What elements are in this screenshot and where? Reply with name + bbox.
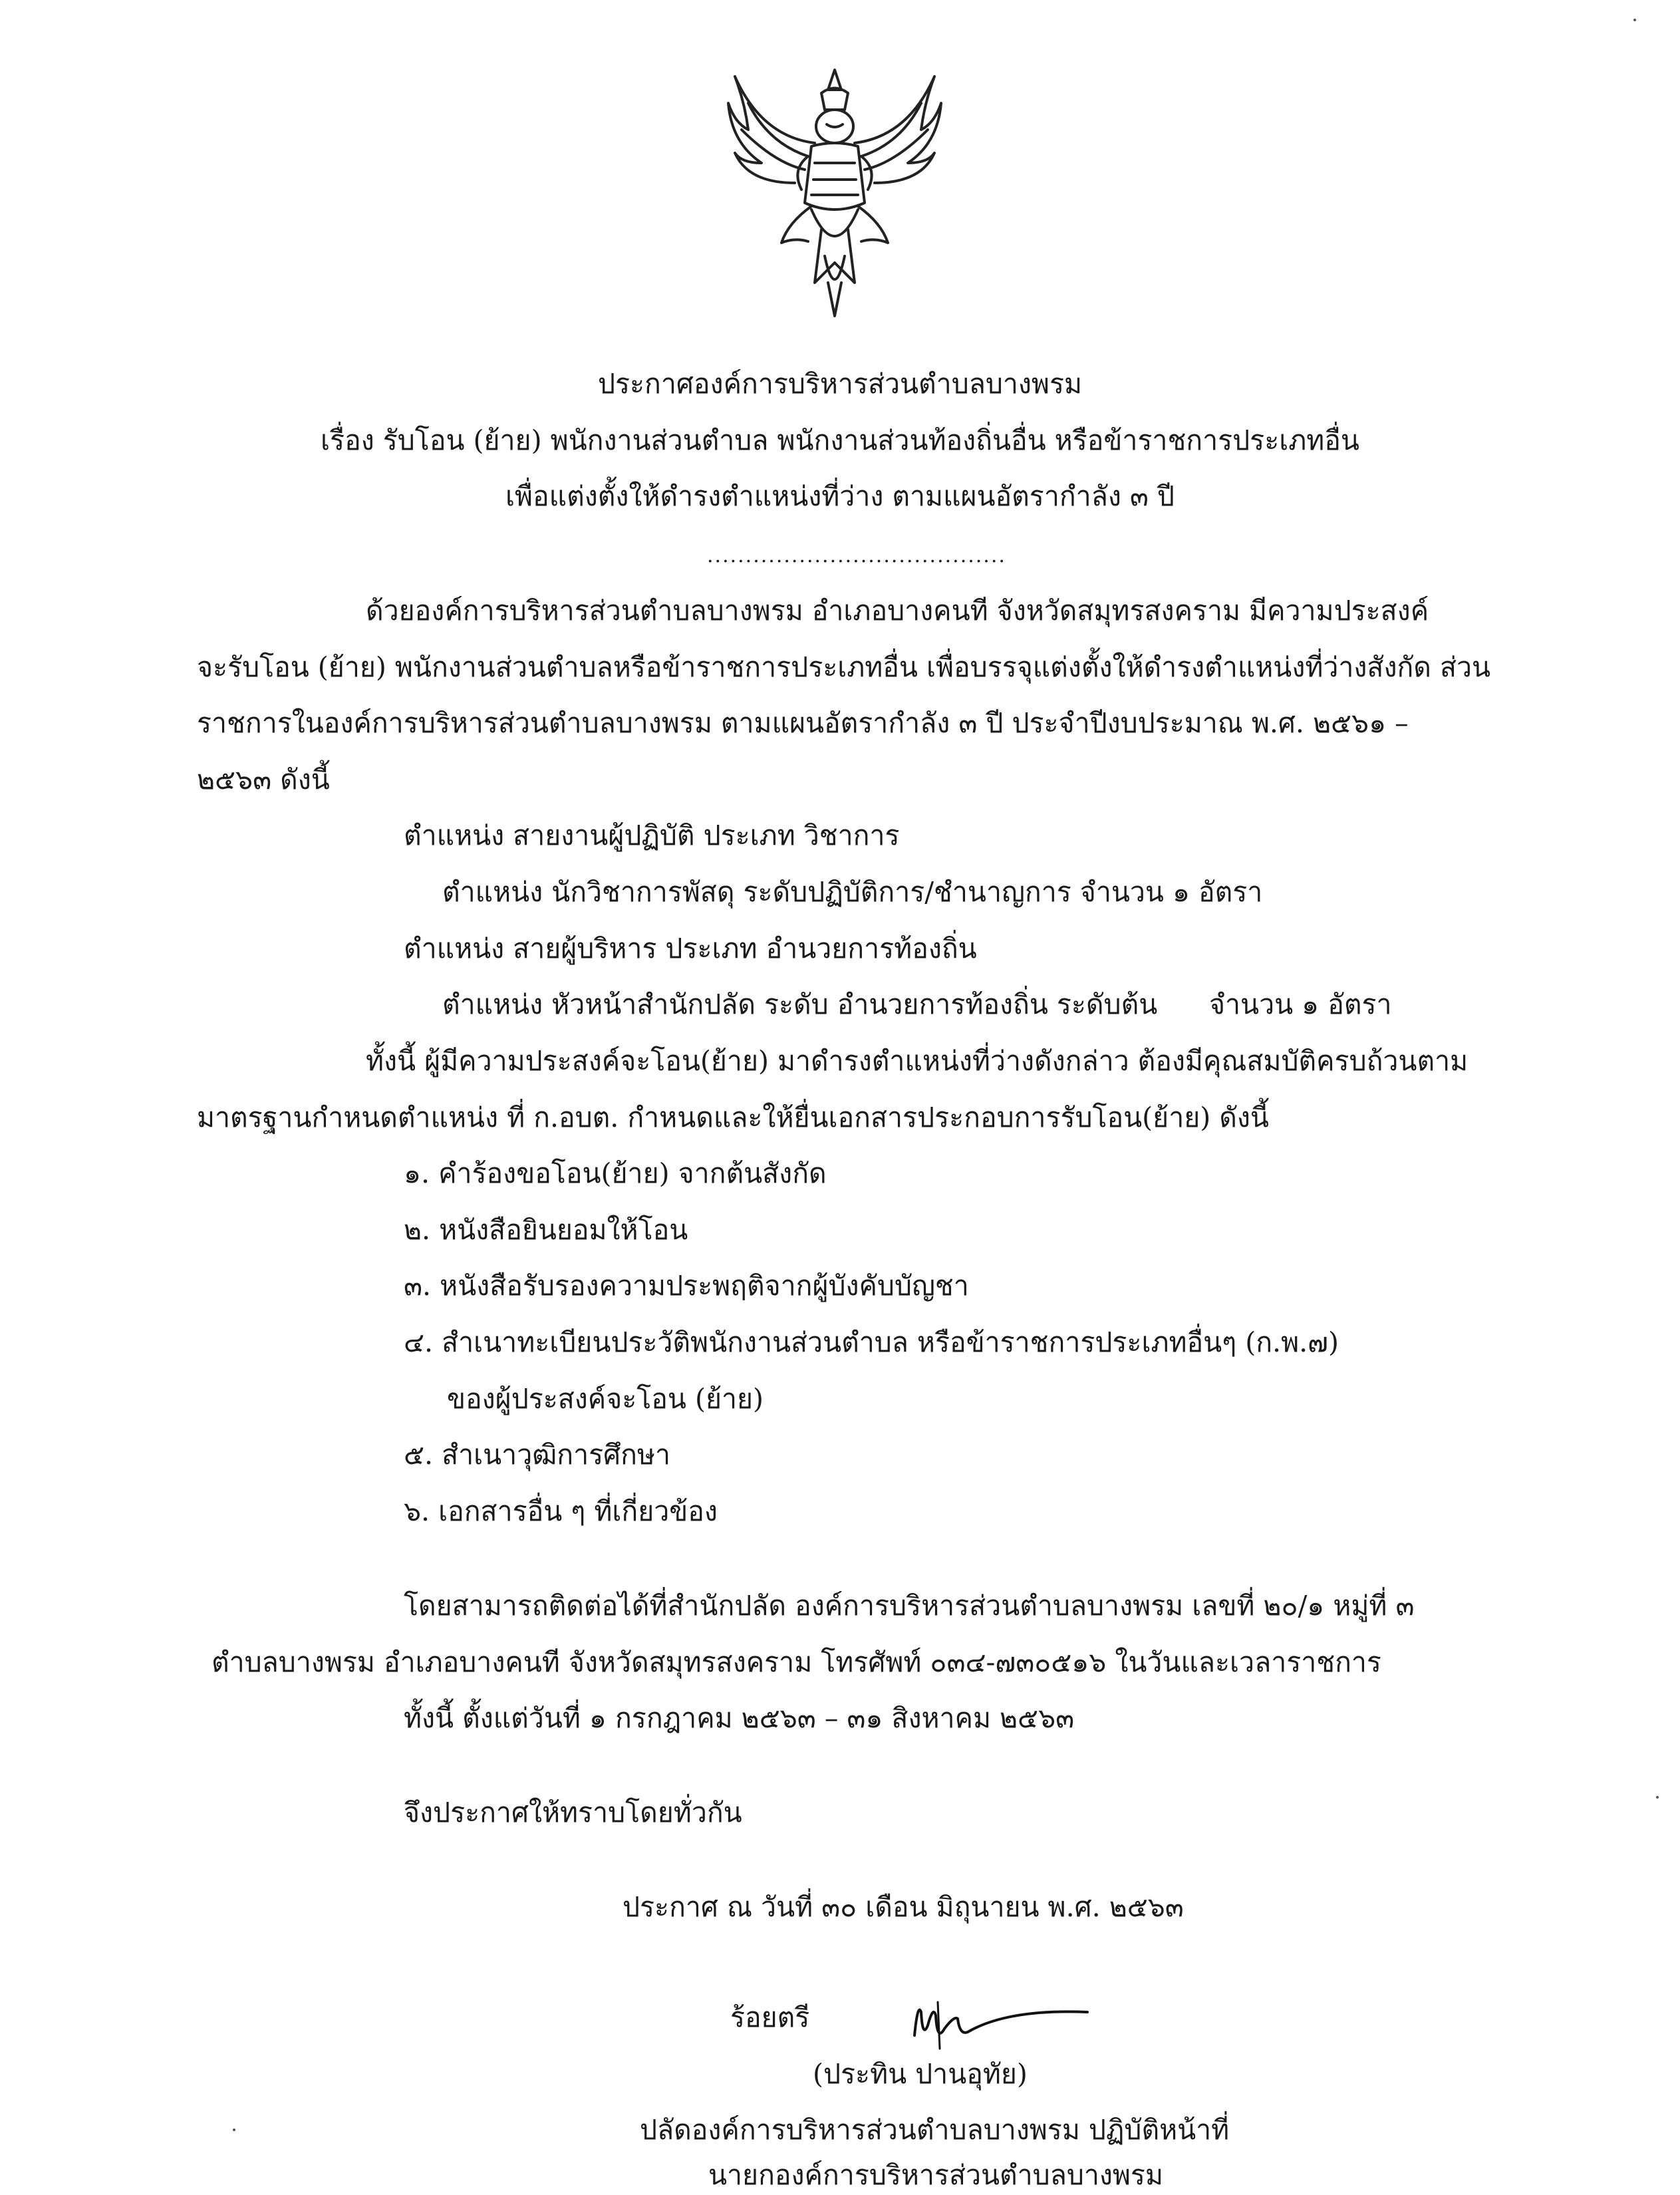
position-item-2-count: จำนวน ๑ อัตรา (1209, 988, 1392, 1020)
signer-name: (ประทิน ปานอุทัย) (813, 2058, 1028, 2090)
header-separator: ....................................... (707, 544, 1006, 567)
position-item-1: ตำแหน่ง นักวิชาการพัสดุ ระดับปฏิบัติการ/ชำนาญการ จำนวน ๑ อัตรา (442, 876, 1263, 908)
closing-statement: จึงประกาศให้ทราบโดยทั่วกัน (404, 1797, 742, 1829)
document-item-1: ๑. คำร้องขอโอน(ย้าย) จากต้นสังกัด (404, 1157, 827, 1189)
contact-line-3: ทั้งนี้ ตั้งแต่วันที่ ๑ กรกฎาคม ๒๕๖๓ – ๓๑ สิงหาคม ๒๕๖๓ (404, 1702, 1075, 1734)
subject-line-2: เพื่อแต่งตั้งให้ดำรงตำแหน่งที่ว่าง ตามแผนอัตรากำลัง ๓ ปี (505, 480, 1175, 512)
intro-line-2: จะรับโอน (ย้าย) พนักงานส่วนตำบลหรือข้าราชการประเภทอื่น เพื่อบรรจุแต่งตั้งให้ดำรงตำแหน่งที่ว่างสังกัด ส่วน (197, 651, 1491, 683)
position-group-2: ตำแหน่ง สายผู้บริหาร ประเภท อำนวยการท้องถิ่น (404, 933, 977, 964)
signer-title-1: ปลัดองค์การบริหารส่วนตำบลบางพรม ปฏิบัติหน้าที่ (640, 2114, 1230, 2146)
document-item-3: ๓. หนังสือรับรองความประพฤติจากผู้บังคับบัญชา (404, 1270, 969, 1302)
scan-speck (1633, 19, 1636, 21)
contact-line-1: โดยสามารถติดต่อได้ที่สำนักปลัด องค์การบริหารส่วนตำบลบางพรม เลขที่ ๒๐/๑ หมู่ที่ ๓ (404, 1590, 1415, 1622)
document-item-6: ๖. เอกสารอื่น ๆ ที่เกี่ยวข้อง (404, 1495, 718, 1527)
contact-line-2: ตำบลบางพรม อำเภอบางคนที จังหวัดสมุทรสงคราม โทรศัพท์ ๐๓๔-๗๓๐๕๑๖ ในวันและเวลาราชการ (211, 1646, 1381, 1678)
position-item-2: ตำแหน่ง หัวหน้าสำนักปลัด ระดับ อำนวยการท้องถิ่น ระดับต้น (442, 988, 1158, 1020)
qualification-line-1: ทั้งนี้ ผู้มีความประสงค์จะโอน(ย้าย) มาดำรงตำแหน่งที่ว่างดังกล่าว ต้องมีคุณสมบัติครบถ้วนตาม (366, 1045, 1469, 1077)
signer-rank: ร้อยตรี (730, 2001, 810, 2033)
document-item-4: ๔. สำเนาทะเบียนประวัติพนักงานส่วนตำบล หรือข้าราชการประเภทอื่นๆ (ก.พ.๗) (404, 1326, 1339, 1358)
intro-line-3: ราชการในองค์การบริหารส่วนตำบลบางพรม ตามแผนอัตรากำลัง ๓ ปี ประจำปีงบประมาณ พ.ศ. ๒๕๖๑ – (197, 707, 1409, 739)
intro-line-1: ด้วยองค์การบริหารส่วนตำบลบางพรม อำเภอบางคนที จังหวัดสมุทรสงคราม มีความประสงค์ (366, 595, 1429, 627)
scan-speck (233, 2128, 235, 2131)
document-item-4-cont: ของผู้ประสงค์จะโอน (ย้าย) (447, 1383, 764, 1415)
signer-title-2: นายกองค์การบริหารส่วนตำบลบางพรม (708, 2159, 1163, 2191)
document-item-2: ๒. หนังสือยินยอมให้โอน (404, 1214, 688, 1246)
announcement-title: ประกาศองค์การบริหารส่วนตำบลบางพรม (597, 368, 1082, 400)
intro-line-4: ๒๕๖๓ ดังนี้ (197, 764, 330, 796)
position-group-1: ตำแหน่ง สายงานผู้ปฏิบัติ ประเภท วิชาการ (404, 819, 900, 851)
announcement-date: ประกาศ ณ วันที่ ๓๐ เดือน มิถุนายน พ.ศ. ๒๕๖๓ (623, 1891, 1184, 1923)
document-item-5: ๕. สำเนาวุฒิการศึกษา (404, 1439, 671, 1471)
subject-line: เรื่อง รับโอน (ย้าย) พนักงานส่วนตำบล พนักงานส่วนท้องถิ่นอื่น หรือข้าราชการประเภทอื่น (321, 424, 1359, 456)
handwritten-signature (908, 1989, 1094, 2062)
scan-speck (1656, 1796, 1659, 1799)
qualification-line-2: มาตรฐานกำหนดตำแหน่ง ที่ ก.อบต. กำหนดและให้ยื่นเอกสารประกอบการรับโอน(ย้าย) ดังนี้ (197, 1101, 1269, 1133)
garuda-emblem-icon (722, 63, 948, 323)
